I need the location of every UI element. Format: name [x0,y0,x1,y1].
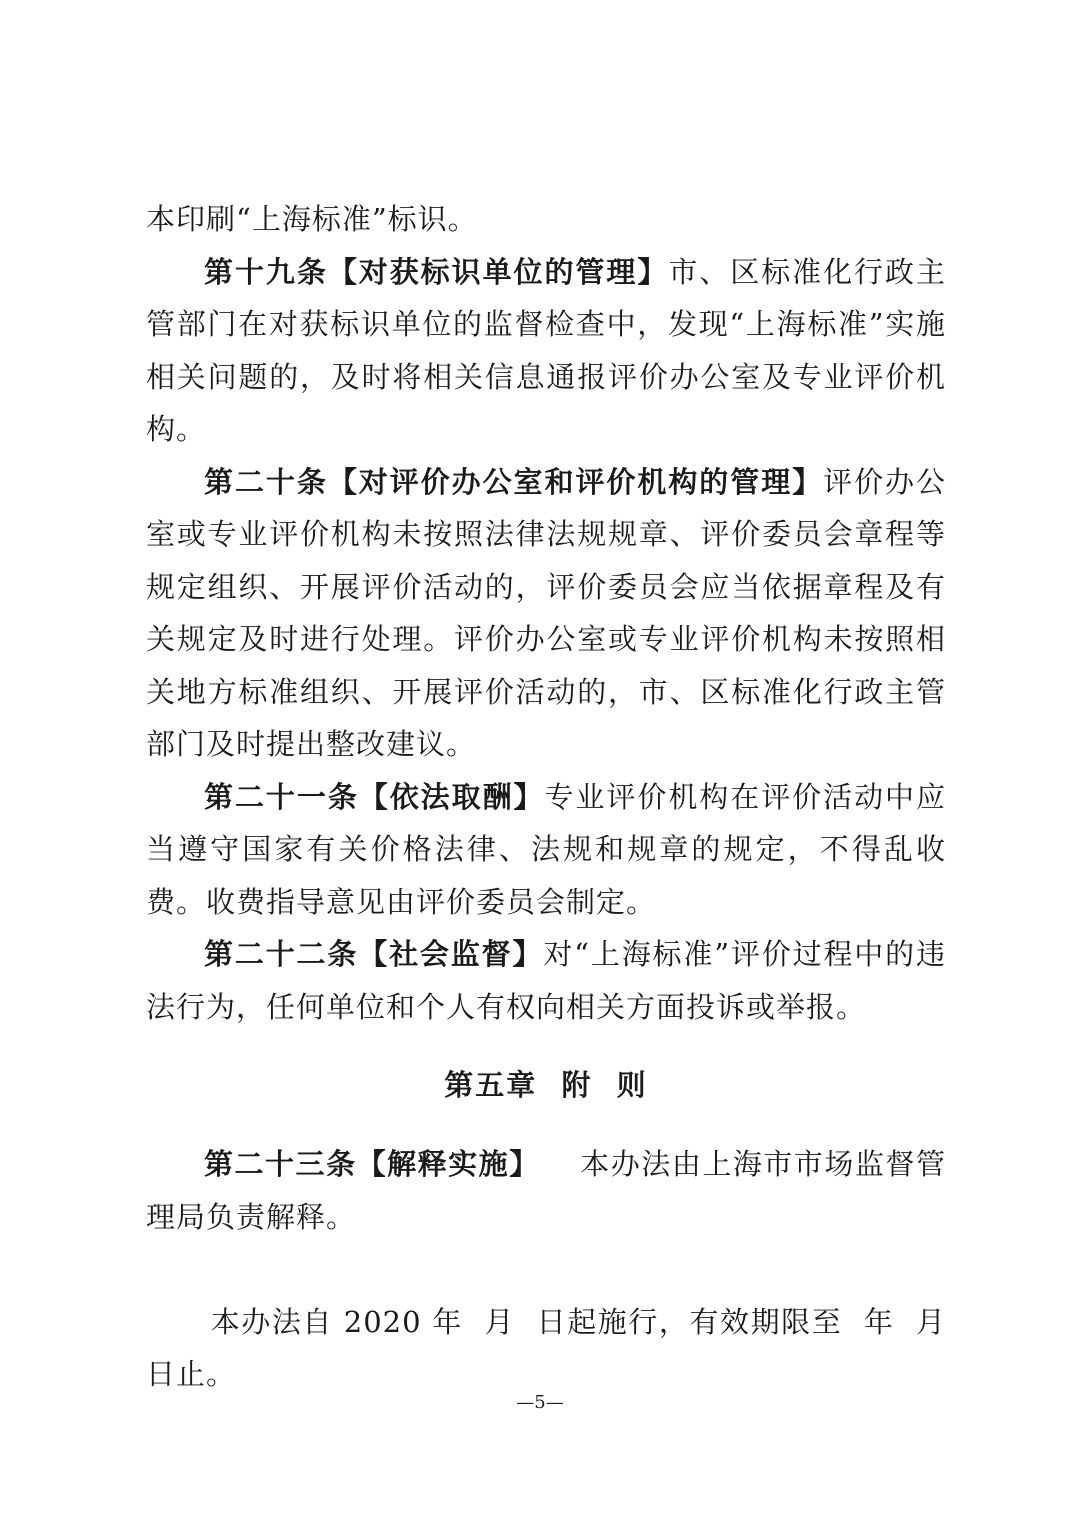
article-19-paragraph [146,246,946,456]
article-21-title: 第二十一条【依法取酬】 [204,779,545,814]
article-23-paragraph [146,1138,946,1243]
article-20-text: 评价办公室或专业评价机构未按照法律法规规章、评价委员会章程等规定组织、开展评价活动的，评价委员会应当依据章程及有关规定及时进行处理。评价办公室或专业评价机构未按照相关地方标准组织、开展评价活动的，市、区标准化行政主管部门及时提出整改建议。 [146,464,946,761]
article-21-text: 专业评价机构在评价活动中应当遵守国家有关价格法律、法规和规章的规定，不得乱收费。收费指导意见由评价委员会制定。 [146,779,946,919]
document-body [146,193,967,1453]
article-19-text: 市、区标准化行政主管部门在对获标识单位的监督检查中，发现“上海标准”实施相关问题的，及时将相关信息通报评价办公室及专业评价机构。 [146,254,946,446]
continuation-text: 本印刷“上海标准”标识。 [146,202,478,236]
article-20-title: 第二十条【对评价办公室和评价机构的管理】 [204,464,824,499]
chapter-heading: 第五章 附 则 [444,1068,648,1102]
article-23-title: 第二十三条【解释实施】 [204,1147,540,1181]
effective-date-text: 本办法自 2020 年 月 日起施行，有效期限至 年 月 日止。 [146,1304,967,1391]
article-23-text: 本办法由上海市市场监督管理局负责解释。 [146,1147,946,1234]
article-22-text: 对“上海标准”评价过程中的违法行为，任何单位和个人有权向相关方面投诉或举报。 [146,937,946,1024]
continuation-paragraph [146,193,946,246]
article-21-paragraph [146,771,946,929]
article-22-paragraph [146,928,946,1033]
effective-date-paragraph [146,1243,967,1453]
article-19-title: 第十九条【对获标识单位的管理】 [204,254,669,289]
page-number: —5— [516,1392,564,1413]
article-22-title: 第二十二条【社会监督】 [204,937,544,971]
article-20-paragraph [146,456,946,771]
